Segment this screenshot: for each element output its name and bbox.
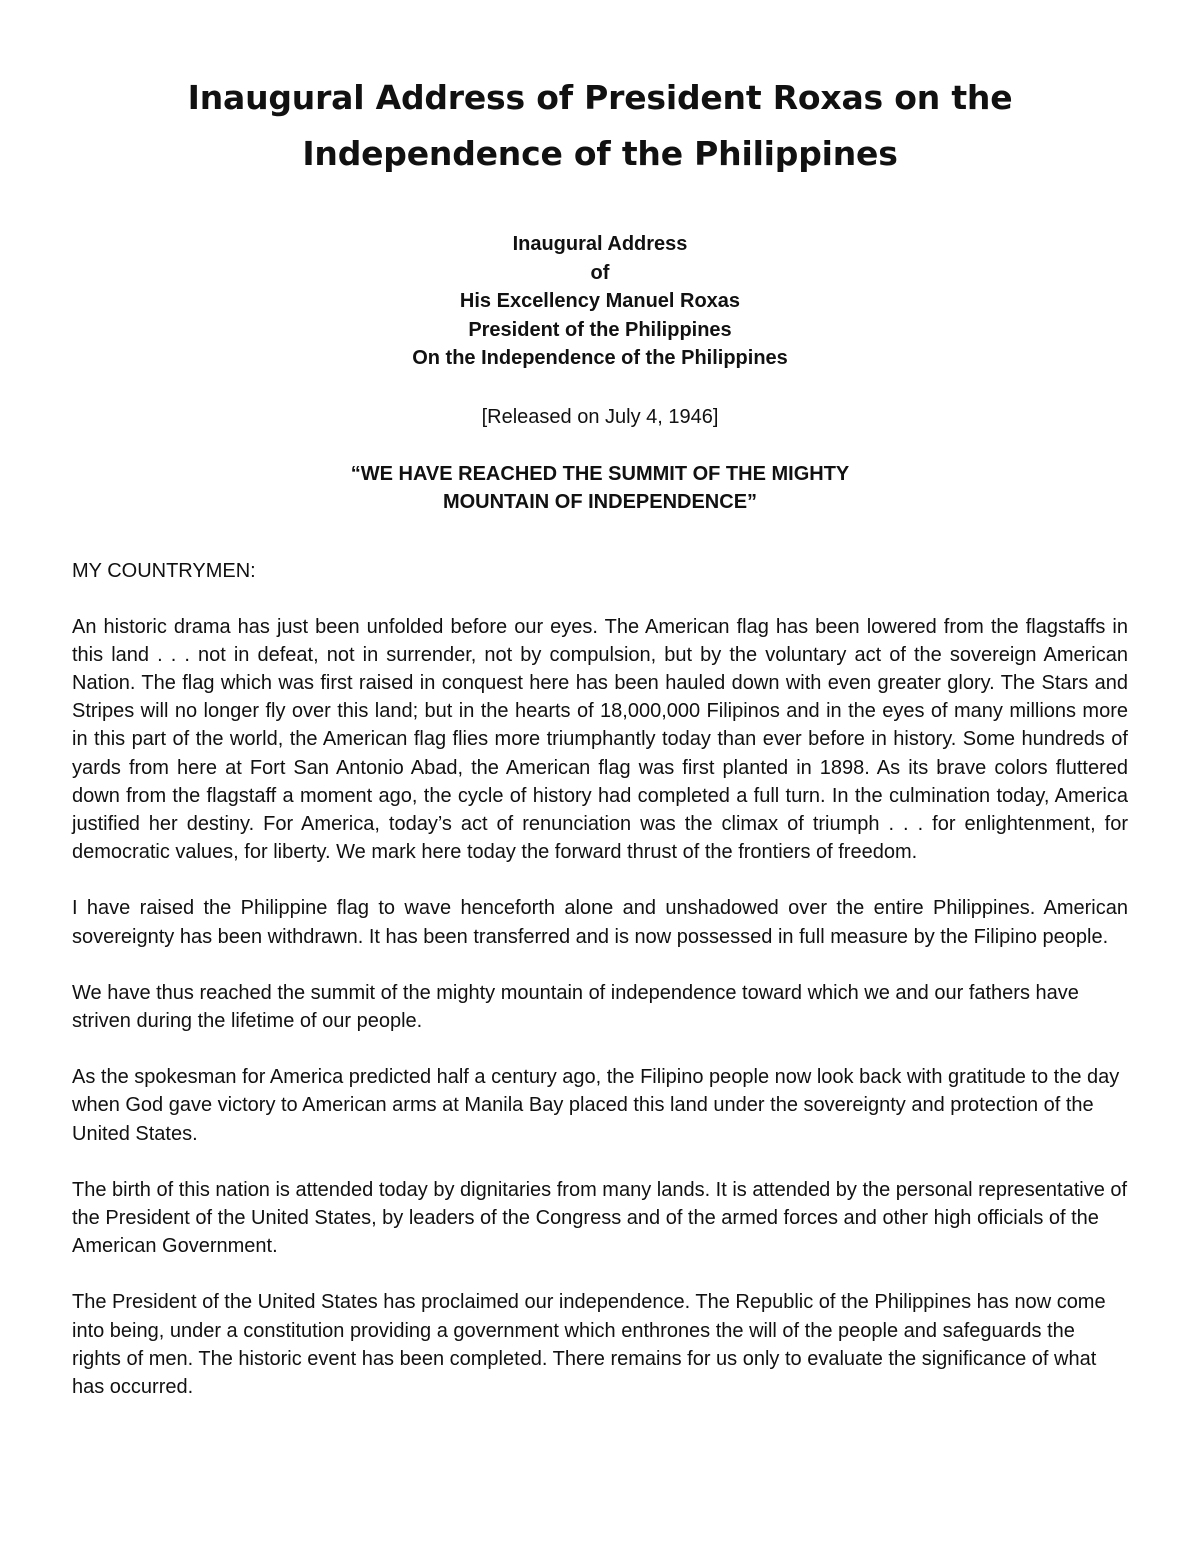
document-page <box>72 70 1128 1401</box>
header-line-occasion: On the Independence of the Philippines <box>412 347 788 369</box>
headline-line: MOUNTAIN OF INDEPENDENCE” <box>442 490 758 513</box>
paragraph: I have raised the Philippine flag to wave henceforth alone and unshadowed over the entire Philippines. American sovereignty has been withdrawn. It has been transferred and is now possessed in full measure by the Filipino people. <box>72 897 1128 948</box>
header-line-of: of <box>590 261 610 284</box>
address-headline <box>72 460 1128 516</box>
paragraph: We have thus reached the summit of the mighty mountain of independence toward which we and our fathers have striven during the lifetime of our people. <box>72 981 1079 1032</box>
headline-line: “WE HAVE REACHED THE SUMMIT OF THE MIGHTY <box>350 462 850 485</box>
header-line-address: Inaugural Address <box>512 233 688 255</box>
salutation: MY COUNTRYMEN: <box>72 559 256 582</box>
paragraph: The President of the United States has proclaimed our independence. The Republic of the Philippines has now come into being, under a constitution providing a government which enthrones the will of the people and safeguards the rights of men. The historic event has been completed. There remains for us only to evaluate the significance of what has occurred. <box>72 1291 1106 1398</box>
header-line-name: His Excellency Manuel Roxas <box>459 290 741 312</box>
document-title: Inaugural Address of President Roxas on the Independence of the Philippines <box>187 78 1013 173</box>
release-date: [Released on July 4, 1946] <box>481 405 719 428</box>
address-header <box>72 230 1128 373</box>
paragraph: The birth of this nation is attended today by dignitaries from many lands. It is attended by the personal representative of the President of the United States, by leaders of the Congress and of the armed forces and other high officials of the American Government. <box>72 1178 1128 1258</box>
paragraph: As the spokesman for America predicted half a century ago, the Filipino people now look back with gratitude to the day when God gave victory to American arms at Manila Bay placed this land under the sovereignty and protection of the United States. <box>72 1066 1120 1145</box>
paragraph: An historic drama has just been unfolded before our eyes. The American flag has been lowered from the flagstaffs in this land . . . not in defeat, not in surrender, not by compulsion, but by the voluntary act of the sovereign American Nation. The flag which was first raised in conquest here has been hauled down with even greater glory. The Stars and Stripes will no longer fly over this land; but in the hearts of 18,000,000 Filipinos and in the eyes of many millions more in this part of the world, the American flag flies more triumphantly today than ever before in history. Some hundreds of yards from here at Fort San Antonio Abad, the American flag was first planted in 1898. As its brave colors fluttered down from the flagstaff a moment ago, the cycle of history had completed a full turn. In the culmination today, America justified her destiny. For America, today’s act of renunciation was the climax of triumph . . . for enlightenment, for democratic values, for liberty. We mark here today the forward thrust of the frontiers of freedom. <box>72 615 1128 864</box>
header-line-office: President of the Philippines <box>468 318 732 341</box>
